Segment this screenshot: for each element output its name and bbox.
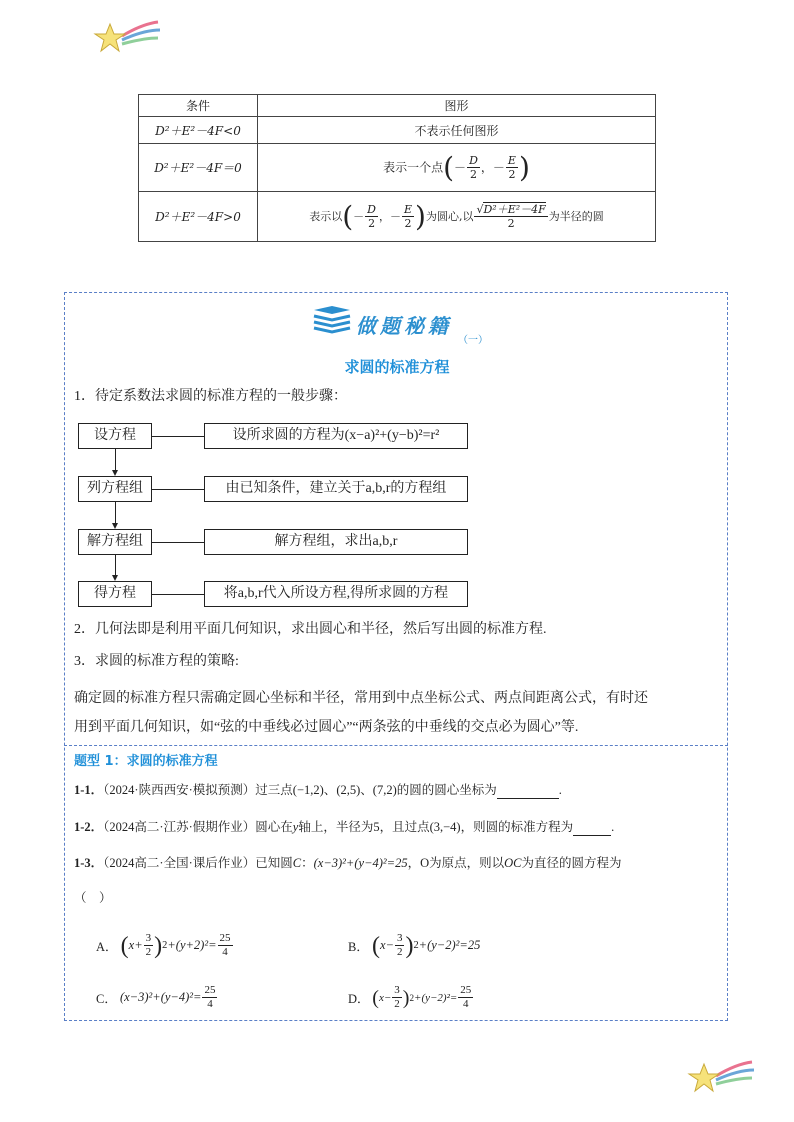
- frac-den: 2: [394, 998, 400, 1010]
- math-var: C: [292, 856, 302, 870]
- math-var: OC: [504, 856, 522, 870]
- question-type-title: 题型 1：求圆的标准方程: [74, 754, 218, 769]
- connector: [115, 555, 116, 575]
- books-icon: [312, 304, 352, 336]
- question-text: 轴上，半径为5，且过点: [298, 820, 430, 834]
- period: .: [558, 783, 562, 797]
- answer-blank[interactable]: [497, 782, 559, 799]
- math: (x−3)²+(y−4)²=: [119, 990, 202, 1004]
- flow-right-box: 将a,b,r代入所设方程,得所求圆的方程: [204, 581, 468, 607]
- shape-text: 为圆心,以: [425, 209, 474, 223]
- colon: ：: [301, 856, 314, 870]
- table-row: [139, 192, 656, 242]
- condition-table: [138, 94, 656, 242]
- step-paragraph-4a: 确定圆的标准方程只需确定圆心坐标和半径，常用到中点坐标公式、两点间距离公式，有时还: [74, 691, 648, 706]
- math: x−: [379, 938, 394, 952]
- shape-text: 表示以: [309, 209, 343, 223]
- point: (3,−4): [429, 820, 461, 834]
- question-text: 圆心在: [255, 820, 293, 834]
- sep: 、: [360, 783, 373, 797]
- fraction: [144, 932, 154, 959]
- shape-cell: 表示一个点(－ $\frac{D}{2}$ ，－ $\frac{E}{2}$ ): [258, 144, 656, 192]
- frac-den: 4: [222, 946, 228, 958]
- fraction: [365, 203, 378, 230]
- period: .: [611, 820, 615, 834]
- option-b[interactable]: B． ( x− $\frac{3}{2}$ ) 2 +(y−2)²=25: [348, 932, 481, 959]
- divider: [64, 745, 728, 746]
- arrow-down-icon: [112, 523, 118, 529]
- flow-left-box: 解方程组: [78, 529, 152, 555]
- frac-num: E: [507, 154, 516, 167]
- math: +(y+2)²=: [167, 938, 217, 952]
- question-text: 过三点: [255, 783, 293, 797]
- frac-den: 2: [404, 217, 412, 230]
- table-row: [139, 144, 656, 192]
- connector: [115, 449, 116, 470]
- question-text: ，则圆的标准方程为: [460, 820, 574, 834]
- frac-den: 4: [207, 998, 213, 1010]
- option-a[interactable]: A． ( x+ $\frac{3}{2}$ ) 2 +(y+2)²= $\frac{25}{4}$: [96, 932, 231, 959]
- math: +(y−2)²=25: [418, 938, 481, 952]
- section-title: 求圆的标准方程: [344, 358, 450, 376]
- comma: ，: [378, 209, 390, 223]
- question-1-1: 1-1．（2024·陕西西安·模拟预测）过三点(−1,2)、(2,5)、(7,2)的圆的圆心坐标为 .: [74, 783, 562, 797]
- frac-den: 2: [396, 946, 403, 958]
- option-c[interactable]: [96, 984, 218, 1011]
- question-text: 的圆的圆心坐标为: [396, 783, 497, 797]
- sep: 、: [323, 783, 337, 797]
- frac-den: 2: [368, 217, 376, 230]
- arrow-down-icon: [112, 575, 118, 581]
- frac-num: D: [469, 154, 478, 167]
- frac-den: 2: [469, 168, 477, 181]
- arrow-down-icon: [112, 470, 118, 476]
- fraction: [392, 984, 402, 1011]
- option-label: D．: [348, 991, 370, 1006]
- header-condition: 条件: [139, 95, 258, 117]
- shape-text: 表示一个点: [383, 160, 444, 174]
- frac-num: 3: [396, 932, 403, 944]
- fraction: [458, 984, 473, 1011]
- step-paragraph-1: 1．待定系数法求圆的标准方程的一般步骤：: [74, 389, 347, 404]
- frac-den: 2: [507, 217, 515, 230]
- frac-num: 3: [394, 984, 400, 996]
- option-label: C．: [96, 991, 117, 1006]
- connector: [115, 502, 116, 523]
- math-var: y: [292, 820, 299, 834]
- answer-paren[interactable]: （ ）: [74, 891, 112, 905]
- header-shape: 图形: [258, 95, 656, 117]
- option-label: A．: [96, 939, 118, 954]
- answer-blank[interactable]: [573, 819, 611, 836]
- frac-num: √D²＋E²－4F: [476, 203, 546, 216]
- frac-num: 25: [204, 984, 216, 996]
- connector: [152, 436, 204, 437]
- condition-cell: D²＋E²－4F<0: [139, 117, 258, 144]
- condition-cell: D²＋E²－4F>0: [139, 192, 258, 242]
- question-1-2: [74, 819, 614, 836]
- fraction: [506, 154, 518, 181]
- banner-subtitle: （一）: [458, 335, 488, 346]
- flow-left-box: 设方程: [78, 423, 152, 449]
- math: x+: [128, 938, 143, 952]
- frac-den: 2: [145, 946, 152, 958]
- question-source: （2024·陕西西安·模拟预测）: [103, 783, 256, 797]
- table-row: [139, 117, 656, 144]
- question-label: 1-2．: [74, 820, 104, 834]
- option-d[interactable]: D． ( x− $\frac{3}{2}$ ) 2 +(y−2)²= $\frac{25}{4}$: [348, 984, 472, 1010]
- flow-right-box: 解方程组，求出a,b,r: [204, 529, 468, 555]
- fraction: [467, 154, 480, 181]
- condition-cell: D²＋E²－4F＝0: [139, 144, 258, 192]
- connector: [152, 594, 204, 595]
- table-header-row: [139, 95, 656, 117]
- question-text: 已知圆: [255, 856, 293, 870]
- banner-title: 做题秘籍: [356, 314, 452, 338]
- fraction: [402, 203, 414, 230]
- equation: (x−3)²+(y−4)²=25: [313, 856, 408, 870]
- option-label: B．: [348, 939, 369, 954]
- shape-cell: 不表示任何图形: [258, 117, 656, 144]
- shape-text: 为半径的圆: [548, 209, 604, 223]
- star-icon: [686, 1058, 758, 1098]
- point: −1,2: [296, 783, 320, 797]
- fraction: [218, 932, 233, 959]
- minus-sign: －: [389, 209, 401, 223]
- flow-right-box: 设所求圆的方程为(x−a)²+(y−b)²=r²: [204, 423, 468, 449]
- math: +(y−2)²=: [414, 991, 458, 1004]
- connector: [152, 489, 204, 490]
- question-text: 为直径的圆方程为: [521, 856, 622, 870]
- fraction: [202, 984, 217, 1011]
- shape-cell: 表示以(－ $\frac{D}{2}$ ，－ $\frac{E}{2}$ )为圆心,以 $\frac{\text{√D²＋E²－4F}}{2}$ 为半径的圆: [258, 192, 656, 242]
- frac-den: 4: [463, 998, 469, 1010]
- sqrt-content: D²＋E²－4F: [483, 203, 546, 216]
- point: 2,5: [340, 783, 357, 797]
- point: 7,2: [376, 783, 393, 797]
- math: x−: [378, 991, 392, 1004]
- minus-sign: －: [492, 160, 505, 174]
- question-text: ，O为原点，则以: [407, 856, 505, 870]
- flow-left-box: 得方程: [78, 581, 152, 607]
- step-paragraph-3: 3．求圆的标准方程的策略:: [74, 654, 239, 669]
- radius-fraction: [474, 203, 547, 230]
- question-1-3: [74, 855, 622, 871]
- question-label: 1-1．: [74, 783, 104, 797]
- question-source: （2024高二·江苏·假期作业）: [103, 820, 256, 834]
- star-icon: [92, 18, 164, 58]
- minus-sign: －: [353, 209, 365, 223]
- frac-num: 25: [219, 932, 231, 944]
- connector: [152, 542, 204, 543]
- step-paragraph-2: 2．几何法即是利用平面几何知识，求出圆心和半径，然后写出圆的标准方程.: [74, 622, 547, 637]
- frac-num: D: [367, 203, 376, 216]
- frac-num: 25: [460, 984, 472, 996]
- frac-num: E: [403, 203, 413, 216]
- flow-left-box: 列方程组: [78, 476, 152, 502]
- minus-sign: －: [454, 160, 467, 174]
- comma: ，: [480, 160, 493, 174]
- question-label: 1-3．: [74, 856, 104, 870]
- question-source: （2024高二·全国·课后作业）: [103, 856, 256, 870]
- flow-right-box: 由已知条件，建立关于a,b,r的方程组: [204, 476, 468, 502]
- frac-den: 2: [508, 168, 516, 181]
- frac-num: 3: [145, 932, 152, 944]
- fraction: [395, 932, 405, 959]
- step-paragraph-4b: 用到平面几何知识，如“弦的中垂线必过圆心”“两条弦的中垂线的交点必为圆心”等.: [74, 720, 579, 735]
